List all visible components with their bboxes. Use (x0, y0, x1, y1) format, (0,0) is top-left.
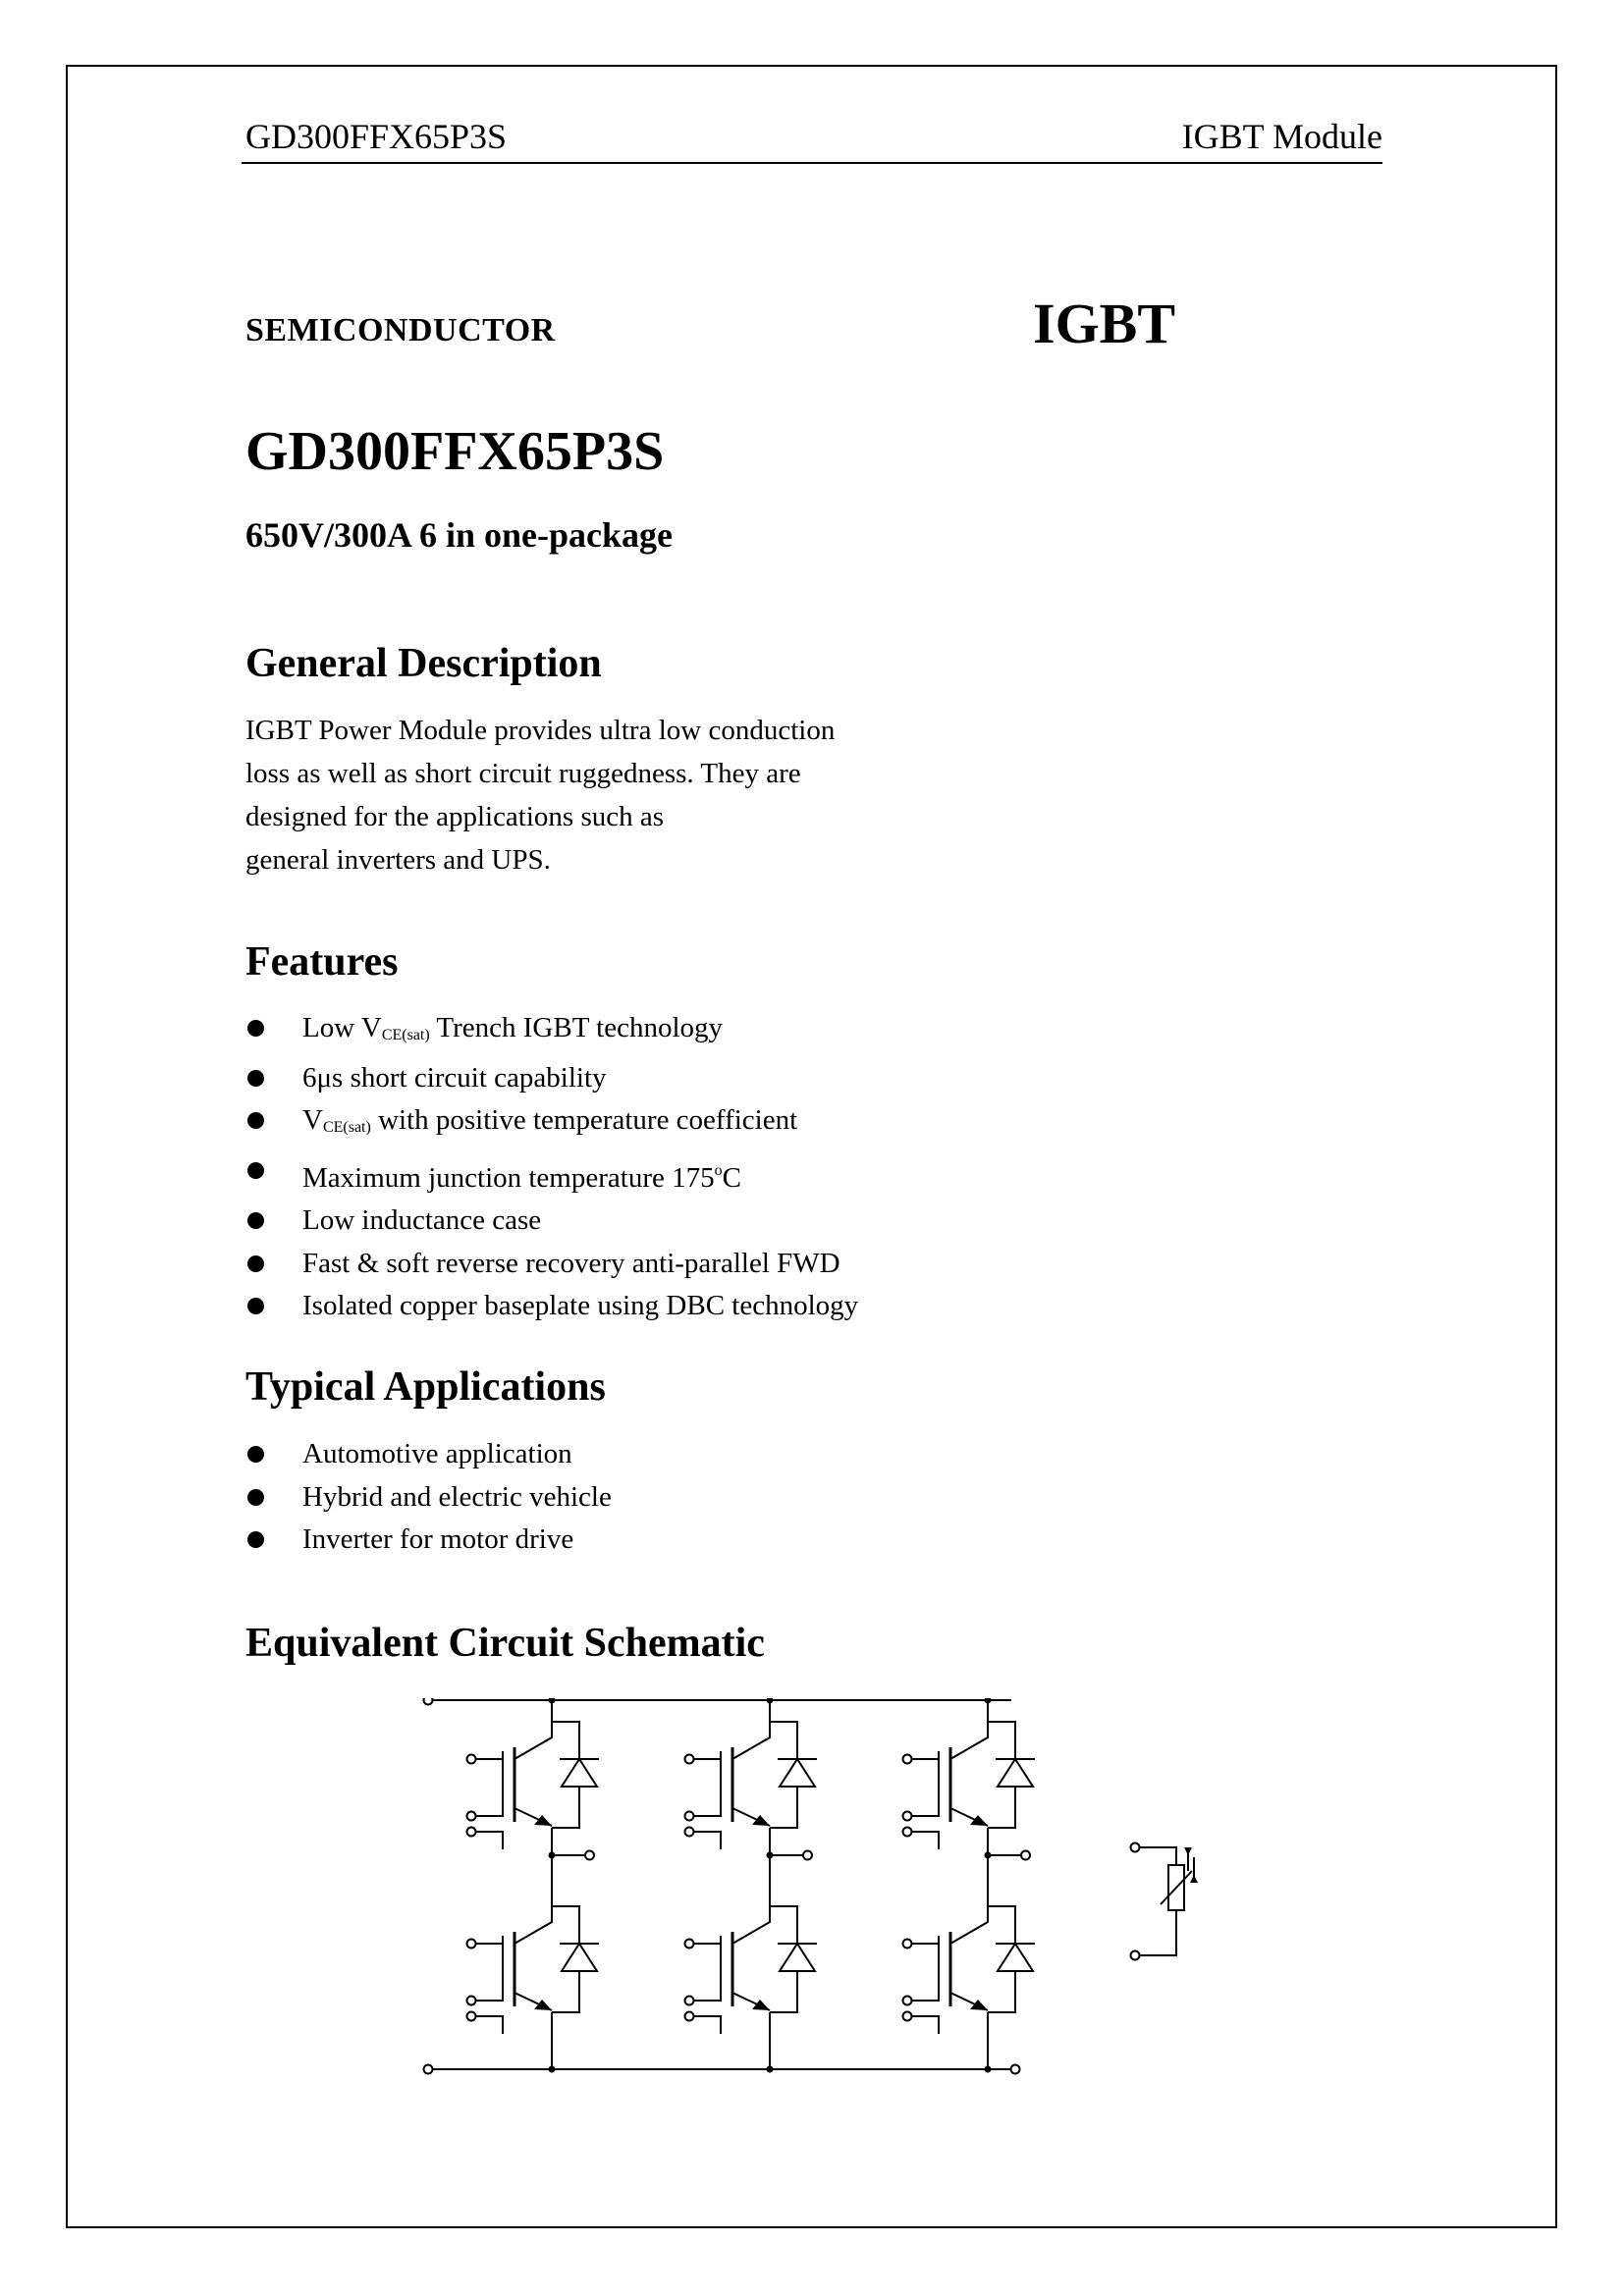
part-number-title: GD300FFX65P3S (245, 421, 665, 482)
bullet-icon (247, 1070, 264, 1087)
bullet-icon (247, 1162, 264, 1179)
general-description-heading: General Description (245, 641, 602, 686)
list-item: Inverter for motor drive (245, 1519, 612, 1562)
list-item: Low inductance case (245, 1200, 858, 1243)
header-rule (242, 162, 1382, 164)
header-part-number: GD300FFX65P3S (245, 117, 508, 156)
rating-subtitle: 650V/300A 6 in one-package (245, 515, 674, 555)
list-item: Isolated copper baseplate using DBC technology (245, 1285, 858, 1328)
product-type: IGBT (1033, 292, 1176, 355)
bullet-icon (247, 1255, 264, 1272)
list-item: Low $V_{CE(sat)}$ Trench IGBT technology (245, 1007, 858, 1057)
general-description-text (245, 709, 952, 881)
description-line: IGBT Power Module provides ultra low conduction (245, 715, 836, 746)
equivalent-circuit-schematic (412, 1698, 1218, 2091)
bullet-icon (247, 1489, 264, 1506)
bullet-icon (247, 1446, 264, 1463)
applications-heading: Typical Applications (245, 1364, 606, 1410)
list-item: Automotive application (245, 1433, 612, 1476)
description-line: loss as well as short circuit ruggedness. They are (245, 758, 801, 789)
list-item: Hybrid and electric vehicle (245, 1476, 612, 1520)
bullet-icon (247, 1112, 264, 1129)
company-name: SEMICONDUCTOR (245, 312, 556, 348)
list-item: 6μs short circuit capability (245, 1057, 858, 1100)
bullet-icon (247, 1020, 264, 1037)
list-item: Fast & soft reverse recovery anti-parallel FWD (245, 1243, 858, 1286)
bullet-icon (247, 1212, 264, 1229)
description-line: general inverters and UPS. (245, 844, 551, 876)
list-item: Maximum junction temperature 175$^o$C (245, 1149, 858, 1201)
ntc-thermistor (1131, 1843, 1195, 1960)
features-list (245, 1007, 858, 1328)
features-heading: Features (245, 939, 399, 985)
header-category: IGBT Module (1181, 117, 1382, 156)
list-item: $V_{CE(sat)}$ with positive temperature coefficient (245, 1099, 858, 1149)
bullet-icon (247, 1531, 264, 1548)
bullet-icon (247, 1298, 264, 1314)
schematic-heading: Equivalent Circuit Schematic (245, 1621, 765, 1666)
description-line: designed for the applications such as (245, 801, 665, 832)
applications-list (245, 1433, 612, 1562)
